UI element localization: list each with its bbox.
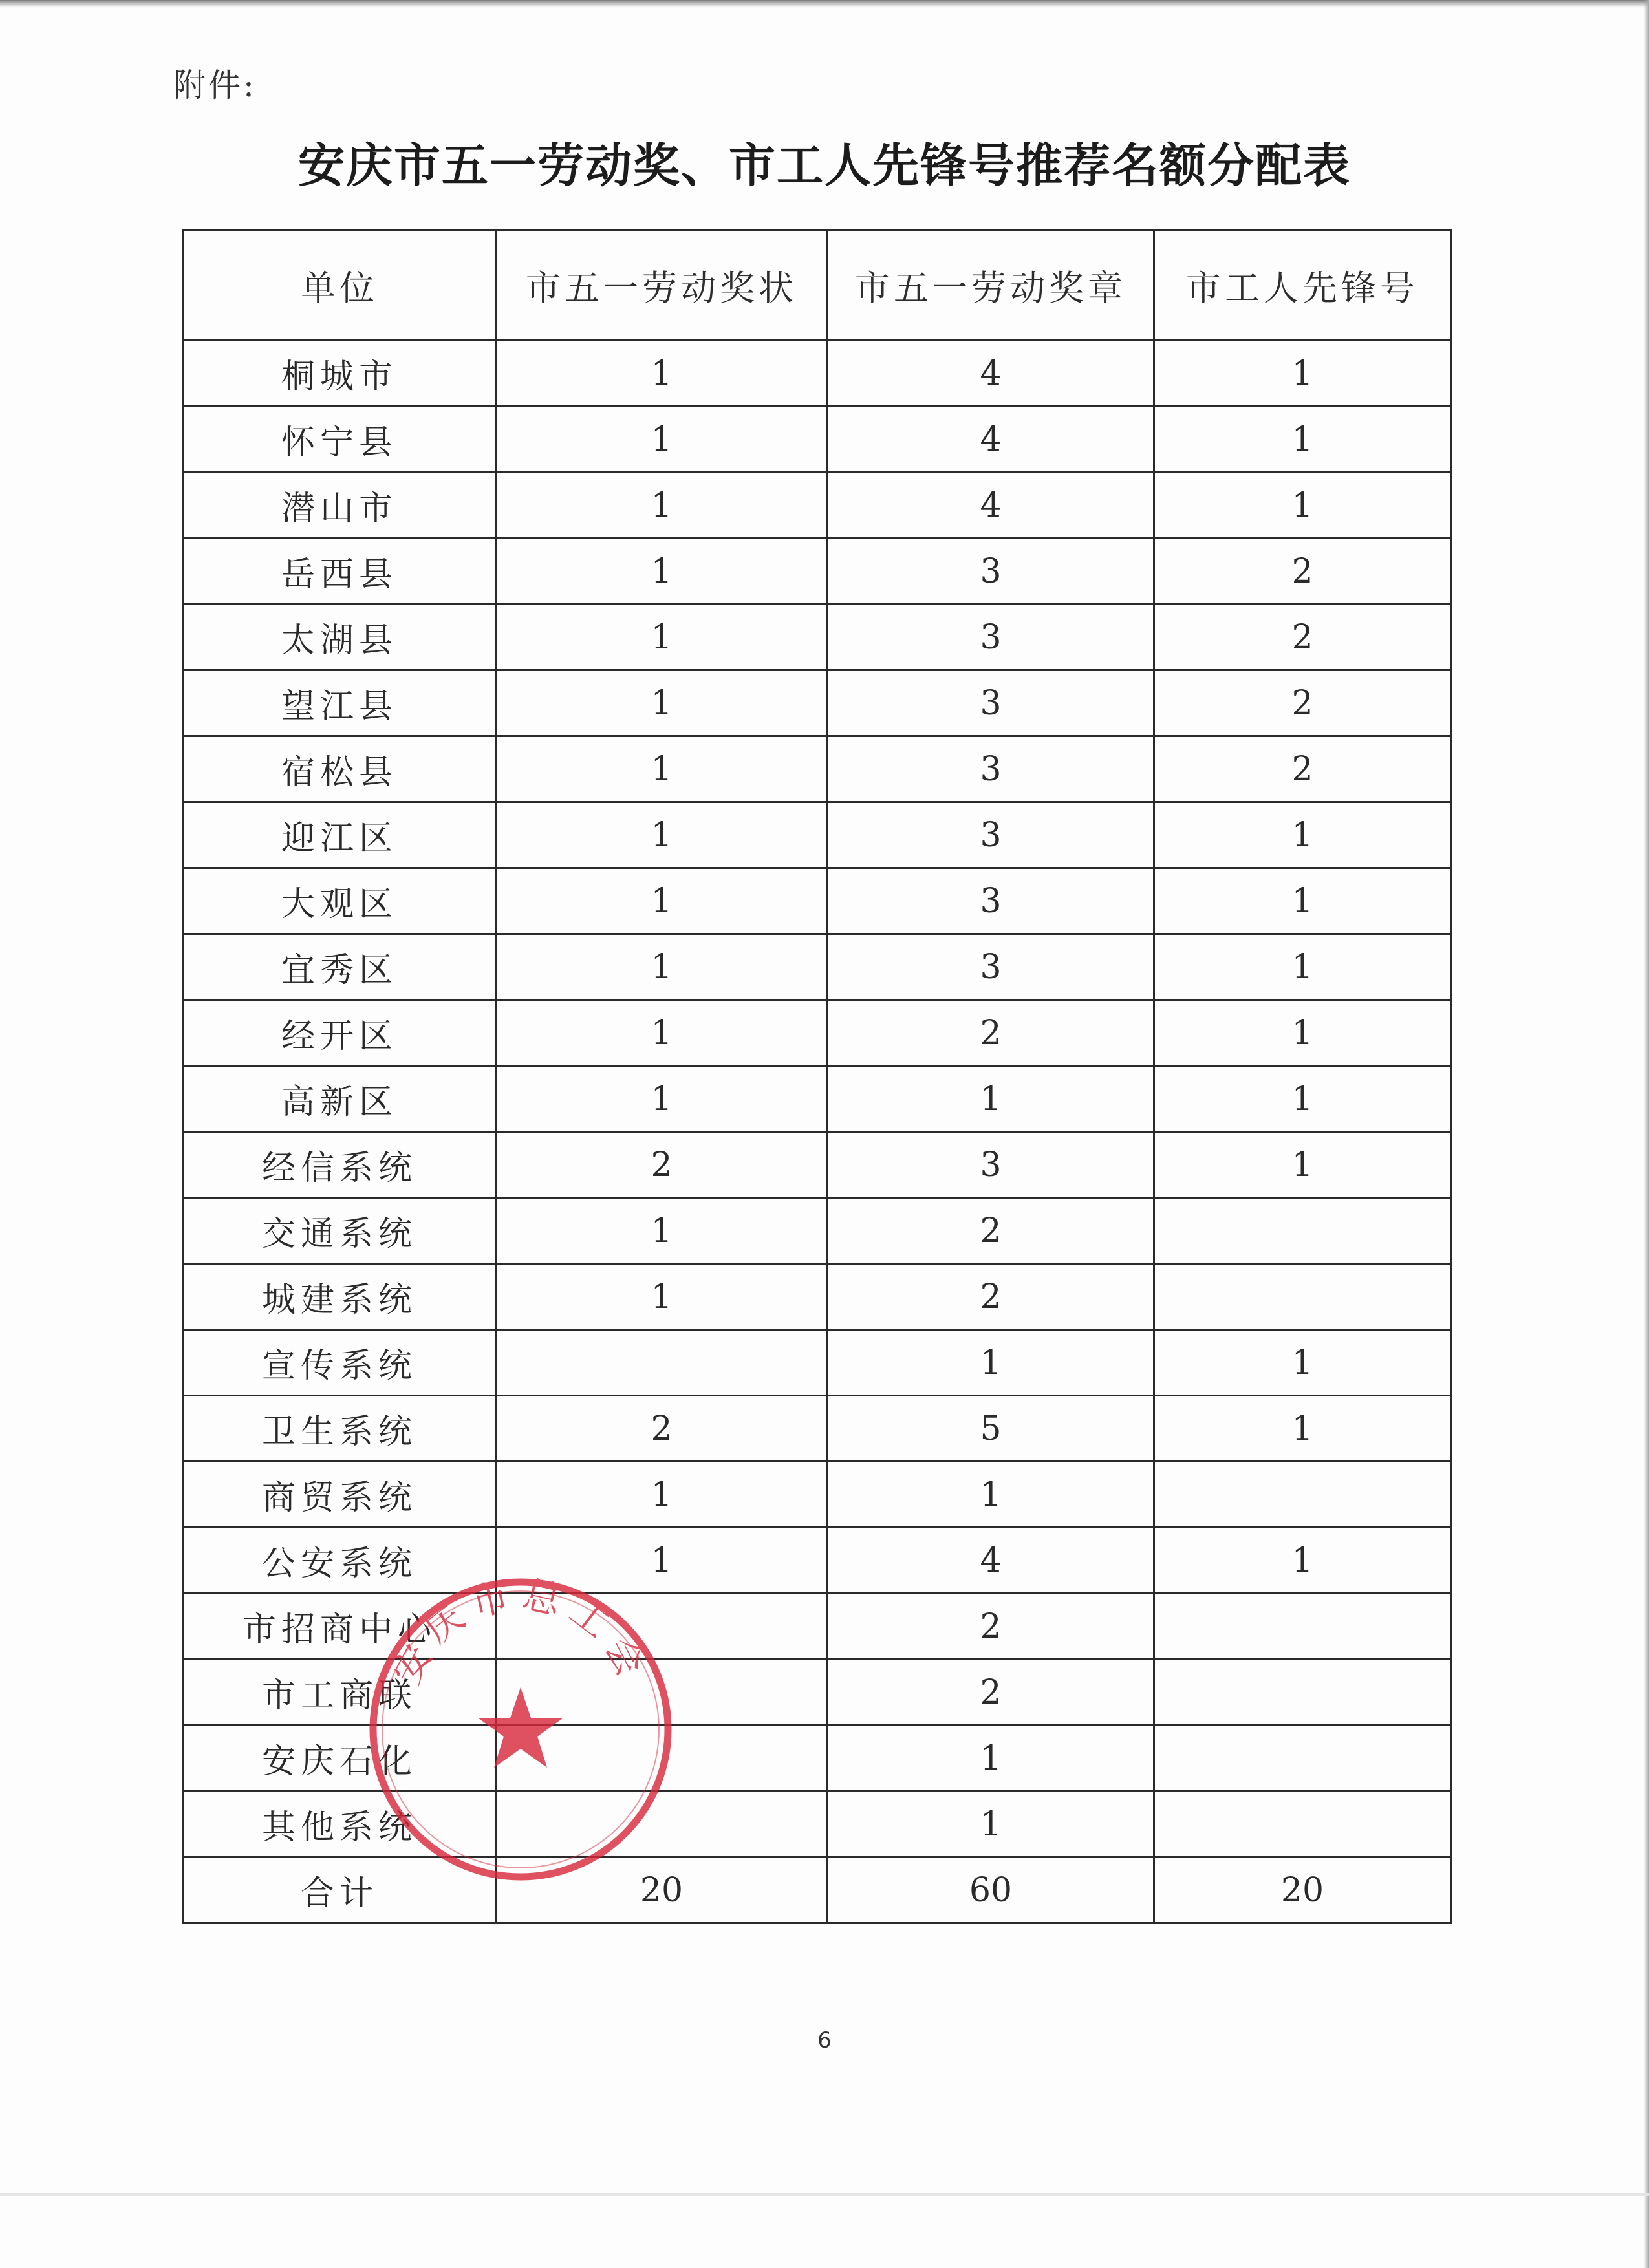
pioneer-cell: 1	[1154, 473, 1451, 539]
scan-fold-line	[0, 2193, 1649, 2196]
unit-cell: 市招商中心	[184, 1594, 496, 1660]
award-certificate-cell: 1	[496, 407, 828, 473]
table-row	[184, 1132, 1451, 1198]
table-row	[184, 1198, 1451, 1264]
medal-cell: 1	[828, 1066, 1154, 1132]
pioneer-cell: 1	[1154, 802, 1451, 868]
table-row	[184, 1264, 1451, 1330]
table-row	[184, 473, 1451, 539]
table-row	[184, 1726, 1451, 1792]
table-row	[184, 1594, 1451, 1660]
table-row	[184, 1528, 1451, 1594]
table-row	[184, 736, 1451, 802]
unit-cell: 望江县	[184, 670, 496, 736]
award-certificate-cell: 1	[496, 473, 828, 539]
quota-allocation-table	[182, 229, 1452, 1924]
unit-cell: 经开区	[184, 1000, 496, 1066]
pioneer-cell: 1	[1154, 1000, 1451, 1066]
award-certificate-cell: 1	[496, 604, 828, 670]
unit-cell: 宿松县	[184, 736, 496, 802]
attachment-label: 附件:	[173, 67, 257, 104]
unit-cell: 公安系统	[184, 1528, 496, 1594]
unit-cell: 宜秀区	[184, 934, 496, 1000]
unit-cell: 桐城市	[184, 341, 496, 407]
unit-cell: 怀宁县	[184, 407, 496, 473]
header-unit: 单位	[184, 230, 496, 341]
medal-cell: 2	[828, 1594, 1154, 1660]
page-number: 6	[817, 2027, 832, 2053]
medal-cell: 2	[828, 1000, 1154, 1066]
unit-cell: 经信系统	[184, 1132, 496, 1198]
medal-cell: 3	[828, 736, 1154, 802]
pioneer-cell: 1	[1154, 1066, 1451, 1132]
medal-cell: 3	[828, 539, 1154, 604]
pioneer-cell	[1154, 1462, 1451, 1528]
pioneer-cell: 1	[1154, 1132, 1451, 1198]
pioneer-cell: 1	[1154, 407, 1451, 473]
pioneer-cell: 2	[1154, 604, 1451, 670]
header-award-certificate: 市五一劳动奖状	[496, 230, 828, 341]
pioneer-cell: 1	[1154, 341, 1451, 407]
unit-cell: 宣传系统	[184, 1330, 496, 1396]
unit-cell: 市工商联	[184, 1660, 496, 1726]
table-row	[184, 1396, 1451, 1462]
table-row	[184, 670, 1451, 736]
award-certificate-cell	[496, 1792, 828, 1857]
total-award-certificate-cell: 20	[496, 1857, 828, 1923]
table-header-row	[184, 230, 1451, 341]
table-row	[184, 1660, 1451, 1726]
scan-edge-top	[0, 0, 1649, 8]
seal-text: 安庆市总工会	[384, 1572, 657, 1691]
medal-cell: 1	[828, 1462, 1154, 1528]
medal-cell: 3	[828, 604, 1154, 670]
unit-cell: 潜山市	[184, 473, 496, 539]
total-pioneer-cell: 20	[1154, 1857, 1451, 1923]
medal-cell: 2	[828, 1660, 1154, 1726]
table-row	[184, 539, 1451, 604]
total-row	[184, 1857, 1451, 1923]
table-row	[184, 1066, 1451, 1132]
pioneer-cell	[1154, 1594, 1451, 1660]
medal-cell: 3	[828, 934, 1154, 1000]
table-row	[184, 604, 1451, 670]
unit-cell: 卫生系统	[184, 1396, 496, 1462]
award-certificate-cell	[496, 1330, 828, 1396]
award-certificate-cell: 1	[496, 736, 828, 802]
unit-cell: 太湖县	[184, 604, 496, 670]
award-certificate-cell: 1	[496, 341, 828, 407]
table-row	[184, 868, 1451, 934]
table-row	[184, 1792, 1451, 1857]
award-certificate-cell: 1	[496, 802, 828, 868]
pioneer-cell: 2	[1154, 539, 1451, 604]
table-row	[184, 1000, 1451, 1066]
medal-cell: 4	[828, 1528, 1154, 1594]
total-medal-cell: 60	[828, 1857, 1154, 1923]
award-certificate-cell	[496, 1660, 828, 1726]
table-row	[184, 802, 1451, 868]
document-title: 安庆市五一劳动奖、市工人先锋号推荐名额分配表	[297, 138, 1351, 193]
medal-cell: 3	[828, 1132, 1154, 1198]
pioneer-cell	[1154, 1660, 1451, 1726]
unit-cell: 高新区	[184, 1066, 496, 1132]
medal-cell: 4	[828, 407, 1154, 473]
table-row	[184, 1330, 1451, 1396]
header-pioneer: 市工人先锋号	[1154, 230, 1451, 341]
medal-cell: 4	[828, 341, 1154, 407]
pioneer-cell: 2	[1154, 736, 1451, 802]
award-certificate-cell: 1	[496, 1462, 828, 1528]
medal-cell: 4	[828, 473, 1154, 539]
unit-cell: 大观区	[184, 868, 496, 934]
pioneer-cell: 1	[1154, 934, 1451, 1000]
medal-cell: 3	[828, 802, 1154, 868]
unit-cell: 城建系统	[184, 1264, 496, 1330]
pioneer-cell: 2	[1154, 670, 1451, 736]
table-row	[184, 1462, 1451, 1528]
pioneer-cell: 1	[1154, 868, 1451, 934]
medal-cell: 2	[828, 1198, 1154, 1264]
pioneer-cell	[1154, 1264, 1451, 1330]
medal-cell: 5	[828, 1396, 1154, 1462]
medal-cell: 3	[828, 868, 1154, 934]
award-certificate-cell: 1	[496, 1198, 828, 1264]
award-certificate-cell: 1	[496, 1066, 828, 1132]
unit-cell: 安庆石化	[184, 1726, 496, 1792]
scan-edge-right	[1644, 0, 1649, 2268]
unit-cell: 迎江区	[184, 802, 496, 868]
unit-cell: 商贸系统	[184, 1462, 496, 1528]
award-certificate-cell: 1	[496, 1264, 828, 1330]
table-row	[184, 341, 1451, 407]
pioneer-cell	[1154, 1726, 1451, 1792]
pioneer-cell	[1154, 1792, 1451, 1857]
award-certificate-cell: 1	[496, 868, 828, 934]
unit-cell: 交通系统	[184, 1198, 496, 1264]
award-certificate-cell: 1	[496, 1528, 828, 1594]
award-certificate-cell	[496, 1726, 828, 1792]
pioneer-cell	[1154, 1198, 1451, 1264]
unit-cell: 岳西县	[184, 539, 496, 604]
award-certificate-cell: 2	[496, 1396, 828, 1462]
pioneer-cell: 1	[1154, 1330, 1451, 1396]
award-certificate-cell: 1	[496, 670, 828, 736]
pioneer-cell: 1	[1154, 1396, 1451, 1462]
table-row	[184, 934, 1451, 1000]
award-certificate-cell: 1	[496, 539, 828, 604]
award-certificate-cell	[496, 1594, 828, 1660]
pioneer-cell: 1	[1154, 1528, 1451, 1594]
medal-cell: 1	[828, 1330, 1154, 1396]
medal-cell: 1	[828, 1726, 1154, 1792]
medal-cell: 3	[828, 670, 1154, 736]
total-label-cell: 合计	[184, 1857, 496, 1923]
award-certificate-cell: 1	[496, 934, 828, 1000]
award-certificate-cell: 2	[496, 1132, 828, 1198]
table-row	[184, 407, 1451, 473]
medal-cell: 2	[828, 1264, 1154, 1330]
unit-cell: 其他系统	[184, 1792, 496, 1857]
header-medal: 市五一劳动奖章	[828, 230, 1154, 341]
medal-cell: 1	[828, 1792, 1154, 1857]
award-certificate-cell: 1	[496, 1000, 828, 1066]
